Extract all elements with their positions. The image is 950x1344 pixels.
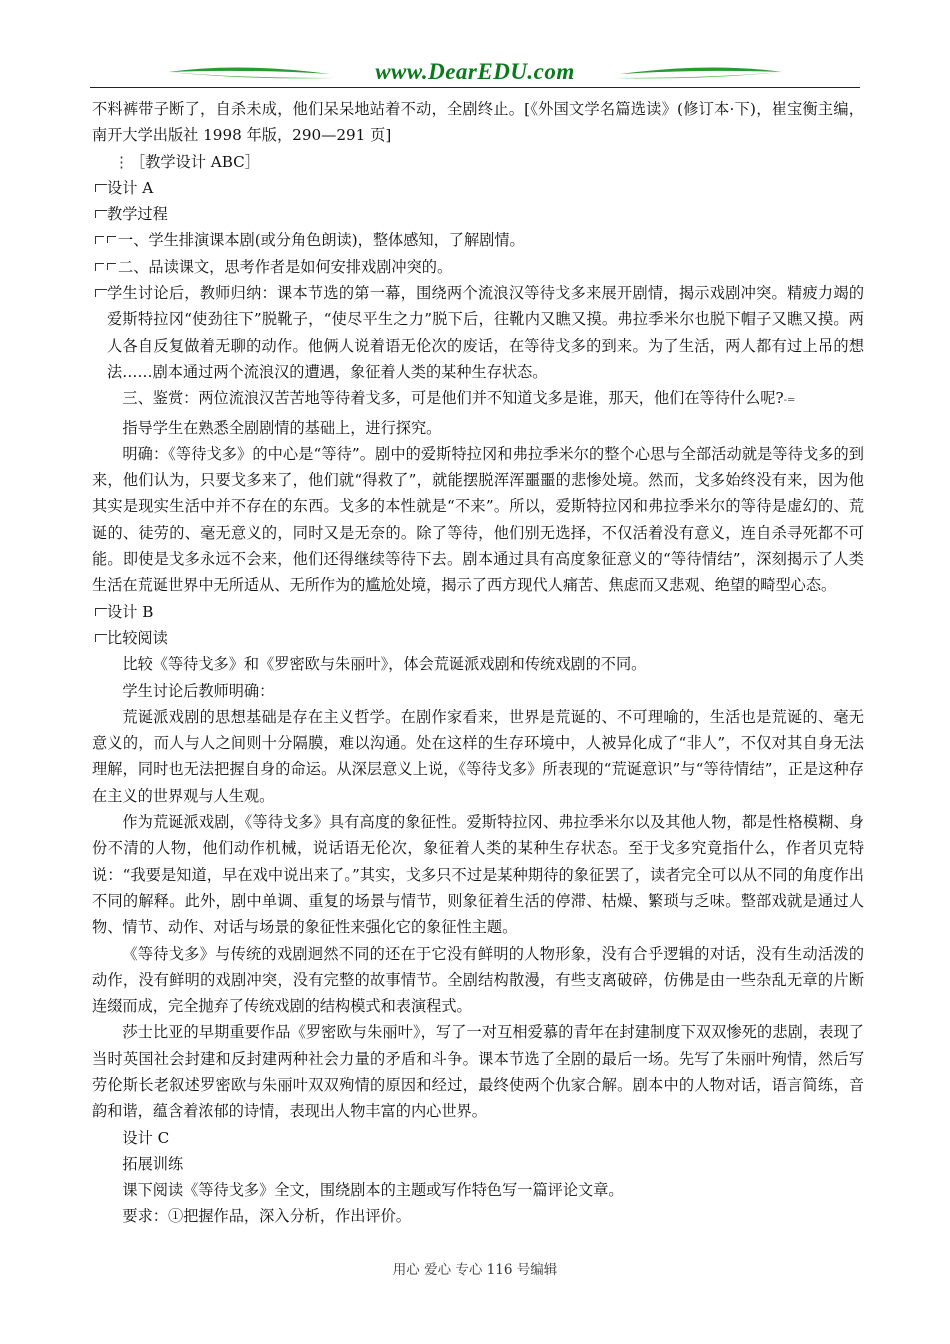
paragraph: 明确：《等待戈多》的中心是“等待”。剧中的爱斯特拉冈和弗拉季米尔的整个心思与全部活动就是等待戈多的到来，他们认为，只要戈多来了，他们就“得救了”，就能摆脱浑浑噩噩的悲惨处境。然而，戈多始终没有来，因为他其实是现实生活中并不存在的东西。戈多的本性就是“不来”。所以，爱斯特拉冈和弗拉季米尔的等待是虚幻的、荒诞的、徒劳的、毫无意义的，同时又是无奈的。除了等待，他们别无选择，不仅活着没有意义，连自杀寻死都不可能。即使是戈多永远不会来，他们还得继续等待下去。剧本通过具有高度象征意义的“等待情结”，深刻揭示了人类生活在荒诞世界中无所适从、无所作为的尴尬处境，揭示了西方现代人痛苦、焦虑而又悲观、绝望的畸型心态。 — [92, 444, 864, 595]
paragraph: 要求：①把握作品，深入分析，作出评价。 — [122, 1207, 411, 1226]
subheading: 比较阅读 — [92, 625, 864, 651]
subheading: 拓展训练 — [122, 1154, 184, 1173]
outline-marker — [95, 289, 107, 297]
header-rule — [90, 87, 860, 88]
edit-mark: -= — [783, 395, 796, 407]
outline-marker — [95, 236, 104, 244]
paragraph: 不料裤带子断了，自杀未成，他们呆呆地站着不动，全剧终止。[《外国文学名篇选读》(修订本·下)，崔宝衡主编，南开大学出版社 1998 年版，290—291 页] — [92, 100, 864, 145]
design-heading: 设计 C — [122, 1128, 170, 1147]
outline-marker — [95, 608, 107, 616]
design-heading: 设计 B — [92, 599, 864, 625]
document-body — [92, 96, 864, 1230]
paragraph: 莎士比亚的早期重要作品《罗密欧与朱丽叶》，写了一对互相爱慕的青年在封建制度下双双惨死的悲剧，表现了当时英国社会封建和反封建两种社会力量的矛盾和斗争。课本节选了全剧的最后一场。先写了朱丽叶殉情，然后写劳伦斯长老叙述罗密欧与朱丽叶双双殉情的原因和经过，最终使两个仇家合解。剧本中的人物对话，语言简练，音韵和谐，蕴含着浓郁的诗情，表现出人物丰富的内心世界。 — [92, 1023, 864, 1121]
outline-marker — [95, 184, 107, 192]
paragraph: 三、鉴赏：两位流浪汉苦苦地等待着戈多，可是他们并不知道戈多是谁，那天，他们在等待什么呢?-= — [122, 389, 796, 408]
step-heading: 二、品读课文，思考作者是如何安排戏剧冲突的。 — [92, 254, 864, 280]
site-url: www.DearEDU.com — [375, 59, 575, 84]
paragraph: 比较《等待戈多》和《罗密欧与朱丽叶》，体会荒诞派戏剧和传统戏剧的不同。 — [122, 655, 647, 674]
paragraph: 课下阅读《等待戈多》全文，围绕剧本的主题或写作特色写一篇评论文章。 — [122, 1181, 624, 1200]
outline-marker — [95, 634, 107, 642]
paragraph: 作为荒诞派戏剧，《等待戈多》具有高度的象征性。爱斯特拉冈、弗拉季米尔以及其他人物，都是性格模糊、身份不清的人物，他们动作机械，说话语无伦次，象征着人类的某种生存状态。至于戈多究竟指什么，作者贝克特说：“我要是知道，早在戏中说出来了。”其实，戈多只不过是某种期待的象征罢了，读者完全可以从不同的角度作出不同的解释。此外，剧中单调、重复的场景与情节，则象征着生活的停滞、枯燥、繁琐与乏味。整部戏就是通过人物、情节、动作、对话与场景的象征性来强化它的象征性主题。 — [92, 813, 864, 937]
outline-marker — [95, 263, 104, 271]
outline-marker — [95, 210, 107, 218]
subheading: 教学过程 — [92, 201, 864, 227]
page-footer: 用心 爱心 专心 116 号编辑 — [392, 1262, 558, 1278]
section-title — [92, 149, 864, 175]
paragraph: 荒诞派戏剧的思想基础是存在主义哲学。在剧作家看来，世界是荒诞的、不可理喻的，生活也是荒诞的、毫无意义的，而人与人之间则十分隔膜，难以沟通。处在这样的生存环境中，人被异化成了“非人”，不仅对其自身无法理解，同时也无法把握自身的命运。从深层意义上说，《等待戈多》所表现的“荒诞意识”与“等待情结”，正是这种存在主义的世界观与人生观。 — [92, 707, 864, 805]
step-heading: 一、学生排演课本剧(或分角色朗读)，整体感知，了解剧情。 — [92, 227, 864, 253]
section-title-text: ［教学设计 ABC］ — [130, 152, 260, 171]
paragraph: 《等待戈多》与传统的戏剧迥然不同的还在于它没有鲜明的人物形象，没有合乎逻辑的对话，没有生动活泼的动作，没有鲜明的戏剧冲突，没有完整的故事情节。全剧结构散漫，有些支离破碎，仿佛是由一些杂乱无章的片断连缀而成，完全抛弃了传统戏剧的结构模式和表演程式。 — [92, 944, 864, 1016]
colon-mark: ⋮ — [114, 152, 130, 171]
paragraph: 学生讨论后，教师归纳：课本节选的第一幕，围绕两个流浪汉等待戈多来展开剧情，揭示戏剧冲突。精疲力竭的爱斯特拉冈“使劲往下”脱靴子，“使尽平生之力”脱下后，往靴内又瞧又摸。弗拉季米尔也脱下帽子又瞧又摸。两人各自反复做着无聊的动作。他俩人说着语无伦次的废话，在等待戈多的到来。为了生活，两人都有过上吊的想法……剧本通过两个流浪汉的遭遇，象征着人类的某种生存状态。 — [92, 280, 864, 385]
design-heading: 设计 A — [92, 175, 864, 201]
paragraph: 学生讨论后教师明确： — [122, 681, 275, 700]
paragraph: 指导学生在熟悉全剧剧情的基础上，进行探究。 — [122, 418, 442, 437]
